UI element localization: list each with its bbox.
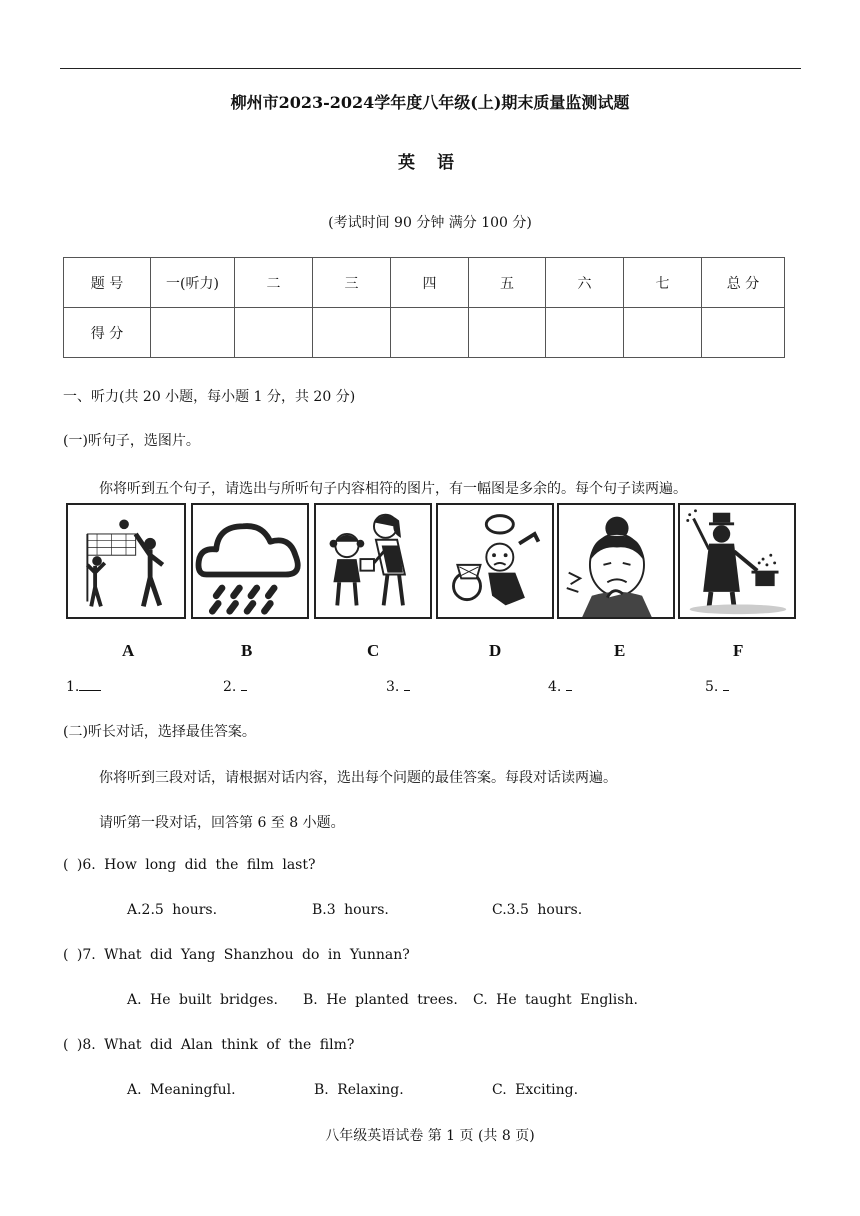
picture-strip — [66, 503, 798, 623]
answer-blank[interactable] — [223, 678, 247, 695]
score-input-cell[interactable] — [391, 308, 469, 358]
dialogue1-instruction: 请听第一段对话，回答第 6 至 8 小题。 — [99, 815, 345, 831]
answer-option[interactable]: A.2.5 hours. — [127, 902, 218, 918]
answer-blank[interactable] — [66, 678, 101, 695]
question-stem: ( )7. What did Yang Shanzhou do in Yunnan? — [63, 947, 410, 963]
table-cell: 五 — [469, 258, 546, 308]
score-input-cell[interactable] — [702, 308, 785, 358]
score-input-cell[interactable] — [151, 308, 235, 358]
score-table-score-row — [64, 308, 785, 358]
answer-option[interactable]: C. Exciting. — [492, 1082, 579, 1098]
blank-number: 4. — [548, 679, 562, 695]
picture-label: B — [241, 641, 253, 660]
girls-sharing-gift-icon — [314, 503, 432, 619]
answer-option[interactable]: B. Relaxing. — [314, 1082, 404, 1098]
score-table — [63, 257, 785, 358]
picture-label: F — [733, 641, 744, 660]
score-input-cell[interactable] — [624, 308, 702, 358]
answer-blank[interactable] — [386, 678, 410, 695]
table-cell: 四 — [391, 258, 469, 308]
answer-option[interactable]: C.3.5 hours. — [492, 902, 583, 918]
page-footer: 八年级英语试卷 第 1 页 (共 8 页) — [325, 1128, 535, 1144]
score-input-cell[interactable] — [313, 308, 391, 358]
table-cell: 一(听力) — [151, 258, 235, 308]
score-input-cell[interactable] — [546, 308, 624, 358]
table-cell: 题 号 — [64, 258, 151, 308]
table-cell: 得 分 — [64, 308, 151, 358]
blank-line — [723, 678, 729, 691]
picture-label: C — [367, 641, 380, 660]
blank-number: 1. — [66, 679, 80, 695]
table-cell: 三 — [313, 258, 391, 308]
question-stem: ( )8. What did Alan think of the film? — [63, 1037, 355, 1053]
table-cell: 总 分 — [702, 258, 785, 308]
part2-heading: (二)听长对话，选择最佳答案。 — [63, 724, 256, 740]
blank-line — [404, 678, 410, 691]
score-input-cell[interactable] — [469, 308, 546, 358]
score-input-cell[interactable] — [235, 308, 313, 358]
answer-option[interactable]: B.3 hours. — [312, 902, 389, 918]
part1-heading: (一)听句子，选图片。 — [63, 433, 200, 449]
answer-blank[interactable] — [548, 678, 572, 695]
bike-accident-icon — [436, 503, 554, 619]
part2-instruction: 你将听到三段对话，请根据对话内容，选出每个问题的最佳答案。每段对话读两遍。 — [99, 770, 617, 786]
top-rule — [60, 68, 801, 69]
part1-instruction: 你将听到五个句子，请选出与所听句子内容相符的图片，有一幅图是多余的。每个句子读两遍。 — [99, 481, 687, 497]
answer-blank[interactable] — [705, 678, 729, 695]
table-cell: 七 — [624, 258, 702, 308]
blank-line — [79, 678, 101, 691]
score-table-header-row — [64, 258, 785, 308]
answer-option[interactable]: C. He taught English. — [473, 992, 638, 1008]
table-cell: 二 — [235, 258, 313, 308]
subject-title: 英 语 — [398, 153, 462, 173]
table-cell: 六 — [546, 258, 624, 308]
blank-number: 2. — [223, 679, 237, 695]
picture-label: E — [614, 641, 626, 660]
picture-label: A — [122, 641, 135, 660]
answer-option[interactable]: A. He built bridges. — [127, 992, 278, 1008]
blank-number: 5. — [705, 679, 719, 695]
exam-info: (考试时间 90 分钟 满分 100 分) — [328, 215, 532, 231]
sad-girl-icon — [557, 503, 675, 619]
answer-option[interactable]: B. He planted trees. — [303, 992, 458, 1008]
rain-cloud-icon — [191, 503, 309, 619]
answer-option[interactable]: A. Meaningful. — [127, 1082, 236, 1098]
picture-label: D — [489, 641, 502, 660]
blank-line — [566, 678, 572, 691]
blank-line — [241, 678, 247, 691]
blank-number: 3. — [386, 679, 400, 695]
magician-icon — [678, 503, 796, 619]
volleyball-players-icon — [66, 503, 186, 619]
section-heading: 一、听力(共 20 小题，每小题 1 分，共 20 分) — [63, 389, 356, 405]
exam-title: 柳州市2023-2024学年度八年级(上)期末质量监测试题 — [230, 93, 630, 112]
question-stem: ( )6. How long did the film last? — [63, 857, 316, 873]
